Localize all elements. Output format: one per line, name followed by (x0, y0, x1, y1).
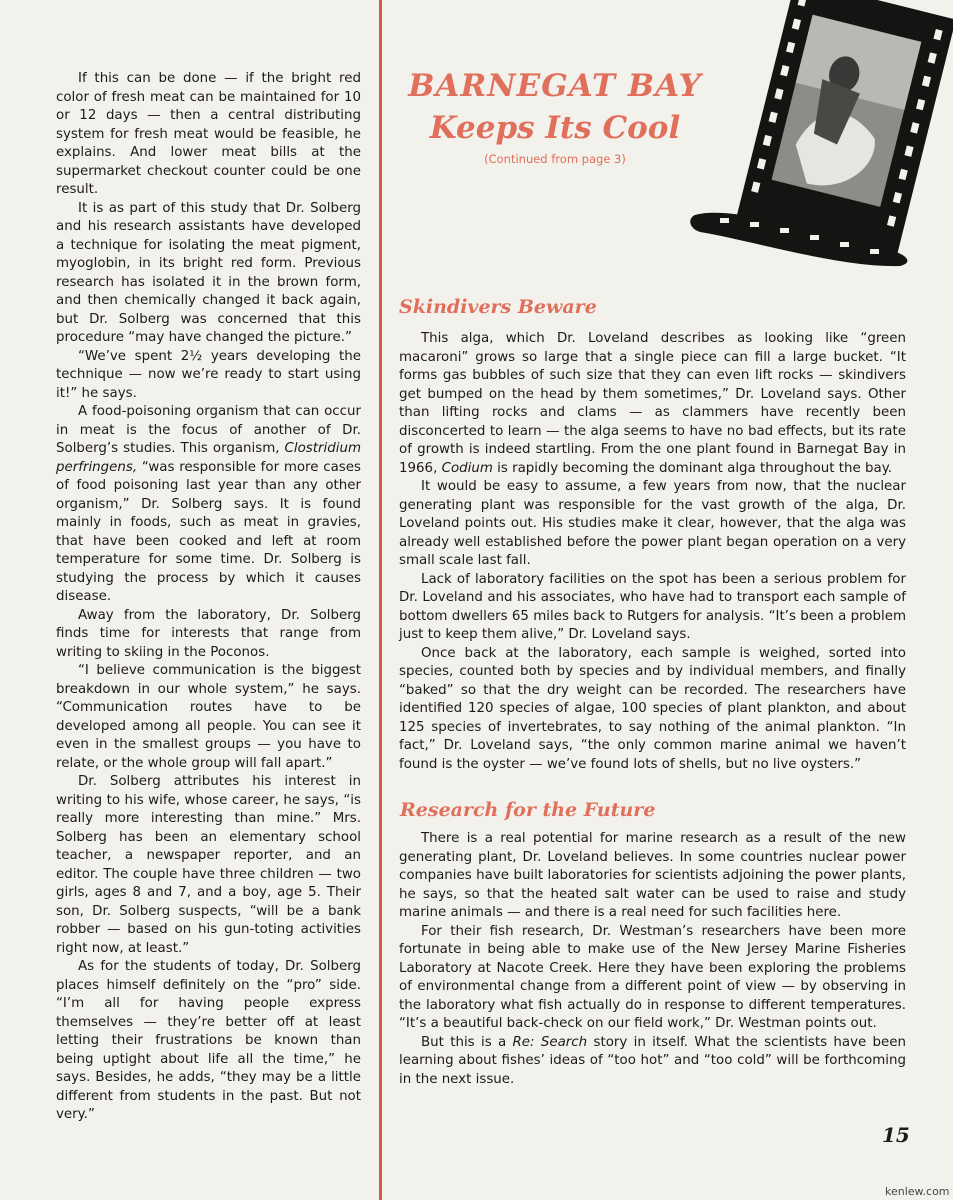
column-divider (379, 0, 382, 1200)
page-number: 15 (882, 1123, 910, 1147)
paragraph (56, 403, 361, 607)
section-heading-skindivers: Skindivers Beware (399, 296, 597, 318)
right-column (399, 330, 906, 774)
left-column (56, 70, 361, 1125)
paragraph: It would be easy to assume, a few years from now, that the nuclear generating plant was responsible for the vast growth of the alga, Dr. Loveland points out. His studies make it clear, however, that the alga was already well established before the power plant began operation on a very small scale last fall. (399, 479, 906, 568)
paragraph: If this can be done — if the bright red color of fresh meat can be maintained for 10 or 12 days — then a central distributing system for fresh meat would be feasible, he explains. And lower meat bills at the supermarket checkout counter could be one result. (56, 71, 361, 197)
title-line-1: BARNEGAT BAY (408, 68, 702, 104)
paragraph: “We’ve spent 2½ years developing the technique — now we’re ready to start using it!” he says. (56, 348, 361, 401)
italic-publication-name: Re: Search (512, 1034, 588, 1050)
paragraph: Once back at the laboratory, each sample is weighed, sorted into species, counted both by species and by individual members, and finally “baked” so that the dry weight can be recorded. The researchers have identified 120 species of algae, 100 species of plant plankton, and about 125 species of invertebrates, to say nothing of the animal plankton. “In fact,” Dr. Loveland says, “the only common marine animal we haven’t found is the oyster — we’ve found lots of shells, but no live oysters.” (399, 645, 906, 772)
paragraph: Dr. Solberg attributes his interest in writing to his wife, whose career, he says, “is really more interesting than mine.” Mrs. Solberg has been an elementary school teacher, a newspaper reporter, and an editor. The couple have three children — two girls, ages 8 and 7, and a boy, age 5. Their son, Dr. Solberg suspects, “will be a bank robber — based on his gun-toting activities right now, at least.” (56, 774, 361, 956)
text-run: But this is a (421, 1034, 513, 1050)
text-run: “was responsible for more cases of food poisoning last year than any other organism,” Dr. Solberg says. It is found mainly in foods, such as meat in gravies, that have been cooked and left at room temperature for some time. Dr. Solberg is studying the process by which it causes disease. (56, 459, 361, 604)
title-line-2: Keeps Its Cool (429, 110, 681, 146)
paragraph: There is a real potential for marine research as a result of the new generating plant, Dr. Loveland believes. In some countries nuclear power companies have built laboratories for scientists adjoining the power plants, he says, so that the heated salt water can be used to raise and study marine animals — and there is a real need for such facilities here. (399, 831, 906, 920)
italic-species-name: Clostridium perfringens, (56, 441, 361, 475)
text-run: is rapidly becoming the dominant alga throughout the bay. (492, 460, 893, 476)
film-strip-photo (690, 0, 953, 268)
section-heading-research: Research for the Future (400, 799, 656, 821)
paragraph: Away from the laboratory, Dr. Solberg finds time for interests that range from writing to skiing in the Poconos. (56, 607, 361, 660)
paragraph (399, 330, 906, 478)
right-column-lower (399, 830, 906, 1089)
paragraph (399, 1034, 906, 1090)
paragraph: For their fish research, Dr. Westman’s researchers have been more fortunate in being able to make use of the New Jersey Marine Fisheries Laboratory at Nacote Creek. Here they have been exploring the problems of environmental change from a different point of view — by observing in the laboratory what fish actually do in response to different temperatures. “It’s a beautiful back-check on our field work,” Dr. Westman points out. (399, 923, 906, 1031)
text-run: story in itself. What the scientists have been learning about fishes’ ideas of “too hot” and “too cold” will be forthcoming in the next issue. (399, 1034, 906, 1087)
paragraph: As for the students of today, Dr. Solberg places himself definitely on the “pro” side. “I’m all for having people express themselves — they’re better off at least letting their frustrations be known than being uptight about life all the time,” he says. Besides, he adds, “they may be a little different from students in the past. But not very.” (56, 959, 361, 1122)
continued-note: (Continued from page 3) (484, 152, 626, 166)
text-run: This alga, which Dr. Loveland describes as looking like “green macaroni” grows so large that a single piece can fill a large bucket. “It forms gas bubbles of such size that they can even lift rocks — skindivers get bumped on the head by them sometimes,” Dr. Loveland says. Other than lifting rocks and clams — as clammers have recently been disconcerted to learn — the alga seems to have no bad effects, but its rate of growth is indeed startling. From the one plant found in Barnegat Bay in 1966, (399, 331, 906, 476)
text-run: A food-poisoning organism that can occur in meat is the focus of another of Dr. Solberg’s studies. This organism, (56, 404, 361, 456)
paragraph: “I believe communication is the biggest breakdown in our whole system,” he says. “Communication routes have to be developed among all people. You can see it even in the smallest groups — you have to relate, or the whole group will fall apart.” (56, 663, 361, 771)
watermark: kenlew.com (885, 1185, 950, 1198)
article-title (400, 66, 710, 166)
italic-genus-name: Codium (441, 460, 493, 476)
paragraph: Lack of laboratory facilities on the spot has been a serious problem for Dr. Loveland and his associates, who have had to transport each sample of bottom dwellers 65 miles back to Rutgers for analysis. “It’s been a problem just to keep them alive,” Dr. Loveland says. (399, 571, 906, 642)
paragraph: It is as part of this study that Dr. Solberg and his research assistants have developed a technique for isolating the meat pigment, myoglobin, in its bright red form. Previous research has isolated it in the brown form, and then chemically changed it back again, but Dr. Solberg was concerned that this procedure “may have changed the picture.” (56, 200, 361, 345)
